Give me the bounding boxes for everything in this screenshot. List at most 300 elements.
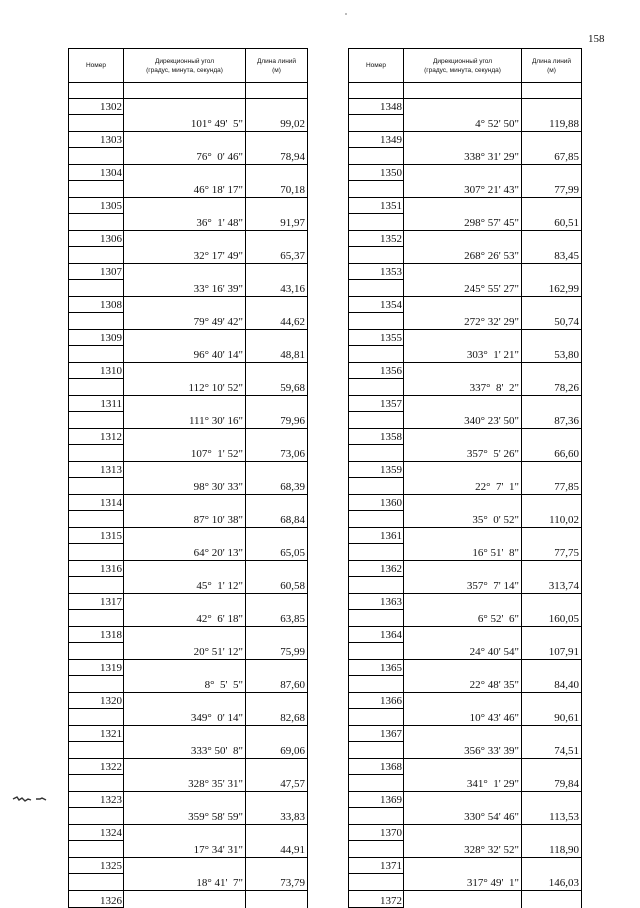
line-length: 68,84 bbox=[246, 511, 308, 528]
blank-cell bbox=[349, 610, 404, 627]
segment-row bbox=[69, 874, 308, 891]
bearing-angle: 333° 50' 8" bbox=[124, 742, 246, 759]
point-row bbox=[69, 264, 308, 280]
line-length: 74,51 bbox=[522, 742, 582, 759]
point-row bbox=[69, 759, 308, 775]
point-row bbox=[69, 330, 308, 346]
line-length: 87,36 bbox=[522, 412, 582, 429]
blank-cell bbox=[124, 264, 246, 280]
blank-cell bbox=[69, 280, 124, 297]
point-number: 1357 bbox=[349, 396, 404, 412]
line-length: 78,26 bbox=[522, 379, 582, 396]
blank-cell bbox=[124, 363, 246, 379]
empty-row bbox=[69, 83, 308, 99]
bearing-angle: 298° 57' 45" bbox=[404, 214, 522, 231]
blank-cell bbox=[404, 396, 522, 412]
segment-row bbox=[69, 610, 308, 627]
blank-cell bbox=[404, 726, 522, 742]
blank-cell bbox=[124, 231, 246, 247]
blank-cell bbox=[404, 264, 522, 280]
segment-row bbox=[69, 478, 308, 495]
line-length: 90,61 bbox=[522, 709, 582, 726]
segment-row bbox=[349, 841, 582, 858]
blank-cell bbox=[246, 858, 308, 874]
segment-row bbox=[69, 181, 308, 198]
blank-cell bbox=[246, 264, 308, 280]
line-length: 50,74 bbox=[522, 313, 582, 330]
point-number: 1319 bbox=[69, 660, 124, 676]
blank-cell bbox=[69, 742, 124, 759]
blank-cell bbox=[69, 445, 124, 462]
blank-cell bbox=[69, 544, 124, 561]
blank-cell bbox=[404, 528, 522, 544]
blank-cell bbox=[404, 429, 522, 445]
point-row bbox=[349, 594, 582, 610]
point-number: 1304 bbox=[69, 165, 124, 181]
left-coordinates-table bbox=[68, 48, 308, 908]
point-number: 1353 bbox=[349, 264, 404, 280]
ink-mark bbox=[12, 794, 50, 804]
segment-row bbox=[69, 808, 308, 825]
point-row bbox=[69, 561, 308, 577]
segment-row bbox=[69, 280, 308, 297]
segment-row bbox=[349, 148, 582, 165]
blank-cell bbox=[522, 726, 582, 742]
point-row bbox=[69, 825, 308, 841]
bearing-angle: 6° 52' 6" bbox=[404, 610, 522, 627]
blank-cell bbox=[246, 330, 308, 346]
blank-cell bbox=[124, 726, 246, 742]
bearing-angle: 36° 1' 48" bbox=[124, 214, 246, 231]
line-length: 113,53 bbox=[522, 808, 582, 825]
blank-cell bbox=[522, 396, 582, 412]
segment-row bbox=[349, 775, 582, 792]
segment-row bbox=[349, 709, 582, 726]
blank-cell bbox=[349, 445, 404, 462]
bearing-angle: 20° 51' 12" bbox=[124, 643, 246, 660]
blank-cell bbox=[404, 594, 522, 610]
blank-cell bbox=[246, 99, 308, 115]
blank-cell bbox=[69, 83, 124, 99]
blank-cell bbox=[69, 148, 124, 165]
segment-row bbox=[349, 478, 582, 495]
point-row bbox=[69, 858, 308, 874]
blank-cell bbox=[349, 742, 404, 759]
point-number: 1365 bbox=[349, 660, 404, 676]
point-number: 1314 bbox=[69, 495, 124, 511]
point-number: 1317 bbox=[69, 594, 124, 610]
bearing-angle: 87° 10' 38" bbox=[124, 511, 246, 528]
segment-row bbox=[349, 676, 582, 693]
line-length: 63,85 bbox=[246, 610, 308, 627]
point-row bbox=[69, 429, 308, 445]
bearing-angle: 17° 34' 31" bbox=[124, 841, 246, 858]
header-length: Длина линий (м) bbox=[246, 49, 308, 83]
bearing-angle: 357° 7' 14" bbox=[404, 577, 522, 594]
blank-cell bbox=[404, 330, 522, 346]
segment-row bbox=[69, 577, 308, 594]
line-length: 78,94 bbox=[246, 148, 308, 165]
point-row bbox=[69, 396, 308, 412]
point-number: 1371 bbox=[349, 858, 404, 874]
bearing-angle: 96° 40' 14" bbox=[124, 346, 246, 363]
line-length: 60,58 bbox=[246, 577, 308, 594]
blank-cell bbox=[522, 495, 582, 511]
blank-cell bbox=[69, 676, 124, 693]
point-row bbox=[349, 627, 582, 643]
segment-row bbox=[349, 874, 582, 891]
point-row bbox=[349, 330, 582, 346]
segment-row bbox=[349, 280, 582, 297]
point-number: 1315 bbox=[69, 528, 124, 544]
point-number: 1312 bbox=[69, 429, 124, 445]
blank-cell bbox=[404, 363, 522, 379]
blank-cell bbox=[124, 99, 246, 115]
blank-cell bbox=[69, 214, 124, 231]
bearing-angle: 46° 18' 17" bbox=[124, 181, 246, 198]
segment-row bbox=[69, 247, 308, 264]
blank-cell bbox=[246, 726, 308, 742]
blank-cell bbox=[124, 297, 246, 313]
blank-cell bbox=[246, 132, 308, 148]
line-length: 79,96 bbox=[246, 412, 308, 429]
blank-cell bbox=[404, 165, 522, 181]
blank-cell bbox=[124, 198, 246, 214]
bearing-angle: 64° 20' 13" bbox=[124, 544, 246, 561]
blank-cell bbox=[522, 660, 582, 676]
blank-cell bbox=[349, 808, 404, 825]
bearing-angle: 98° 30' 33" bbox=[124, 478, 246, 495]
line-length: 73,06 bbox=[246, 445, 308, 462]
point-row bbox=[349, 165, 582, 181]
point-row bbox=[349, 759, 582, 775]
point-number: 1323 bbox=[69, 792, 124, 808]
line-length: 48,81 bbox=[246, 346, 308, 363]
point-number: 1366 bbox=[349, 693, 404, 709]
bearing-angle: 268° 26' 53" bbox=[404, 247, 522, 264]
point-number: 1310 bbox=[69, 363, 124, 379]
line-length: 146,03 bbox=[522, 874, 582, 891]
point-row bbox=[69, 165, 308, 181]
point-row bbox=[349, 363, 582, 379]
point-row bbox=[349, 825, 582, 841]
segment-row bbox=[69, 643, 308, 660]
blank-cell bbox=[522, 132, 582, 148]
blank-cell bbox=[246, 627, 308, 643]
segment-row bbox=[349, 412, 582, 429]
line-length: 70,18 bbox=[246, 181, 308, 198]
point-row bbox=[349, 561, 582, 577]
blank-cell bbox=[124, 429, 246, 445]
blank-cell bbox=[69, 379, 124, 396]
blank-cell bbox=[124, 858, 246, 874]
bearing-angle: 245° 55' 27" bbox=[404, 280, 522, 297]
blank-cell bbox=[404, 132, 522, 148]
bearing-angle: 35° 0' 52" bbox=[404, 511, 522, 528]
bearing-angle: 112° 10' 52" bbox=[124, 379, 246, 396]
point-number: 1367 bbox=[349, 726, 404, 742]
point-number: 1307 bbox=[69, 264, 124, 280]
point-number: 1313 bbox=[69, 462, 124, 478]
line-length: 67,85 bbox=[522, 148, 582, 165]
header-length: Длина линий (м) bbox=[522, 49, 582, 83]
blank-cell bbox=[69, 643, 124, 660]
blank-cell bbox=[349, 148, 404, 165]
blank-cell bbox=[69, 841, 124, 858]
segment-row bbox=[69, 511, 308, 528]
point-number: 1306 bbox=[69, 231, 124, 247]
line-length: 119,88 bbox=[522, 115, 582, 132]
point-number: 1370 bbox=[349, 825, 404, 841]
blank-cell bbox=[522, 264, 582, 280]
blank-cell bbox=[404, 198, 522, 214]
blank-cell bbox=[69, 577, 124, 594]
line-length: 44,62 bbox=[246, 313, 308, 330]
line-length: 77,75 bbox=[522, 544, 582, 561]
blank-cell bbox=[404, 495, 522, 511]
point-row bbox=[349, 660, 582, 676]
line-length: 66,60 bbox=[522, 445, 582, 462]
point-number: 1311 bbox=[69, 396, 124, 412]
blank-cell bbox=[349, 709, 404, 726]
blank-cell bbox=[246, 594, 308, 610]
blank-cell bbox=[349, 280, 404, 297]
blank-cell bbox=[124, 495, 246, 511]
segment-row bbox=[69, 676, 308, 693]
bearing-angle: 317° 49' 1" bbox=[404, 874, 522, 891]
segment-row bbox=[69, 412, 308, 429]
point-row bbox=[69, 693, 308, 709]
blank-cell bbox=[522, 759, 582, 775]
point-number: 1362 bbox=[349, 561, 404, 577]
blank-cell bbox=[124, 561, 246, 577]
bearing-angle: 22° 48' 35" bbox=[404, 676, 522, 693]
blank-cell bbox=[246, 297, 308, 313]
point-number: 1352 bbox=[349, 231, 404, 247]
blank-cell bbox=[246, 495, 308, 511]
line-length: 91,97 bbox=[246, 214, 308, 231]
point-row bbox=[349, 396, 582, 412]
bearing-angle: 359° 58' 59" bbox=[124, 808, 246, 825]
blank-cell bbox=[69, 511, 124, 528]
segment-row bbox=[349, 247, 582, 264]
blank-cell bbox=[246, 693, 308, 709]
bearing-angle: 8° 5' 5" bbox=[124, 676, 246, 693]
point-row bbox=[69, 231, 308, 247]
blank-cell bbox=[69, 709, 124, 726]
point-row bbox=[69, 363, 308, 379]
point-number: 1369 bbox=[349, 792, 404, 808]
blank-cell bbox=[69, 313, 124, 330]
segment-row bbox=[69, 445, 308, 462]
line-length: 65,37 bbox=[246, 247, 308, 264]
point-number: 1325 bbox=[69, 858, 124, 874]
bearing-angle: 349° 0' 14" bbox=[124, 709, 246, 726]
point-row bbox=[349, 528, 582, 544]
bearing-angle: 111° 30' 16" bbox=[124, 412, 246, 429]
point-row bbox=[349, 231, 582, 247]
blank-cell bbox=[349, 313, 404, 330]
line-length: 87,60 bbox=[246, 676, 308, 693]
bearing-angle: 42° 6' 18" bbox=[124, 610, 246, 627]
speck bbox=[345, 13, 347, 15]
segment-row bbox=[69, 148, 308, 165]
line-length: 82,68 bbox=[246, 709, 308, 726]
point-number: 1348 bbox=[349, 99, 404, 115]
blank-cell bbox=[69, 247, 124, 264]
point-row bbox=[69, 726, 308, 742]
point-number: 1309 bbox=[69, 330, 124, 346]
blank-cell bbox=[246, 825, 308, 841]
segment-row bbox=[69, 379, 308, 396]
blank-cell bbox=[124, 396, 246, 412]
segment-row bbox=[69, 841, 308, 858]
bearing-angle: 76° 0' 46" bbox=[124, 148, 246, 165]
blank-cell bbox=[349, 247, 404, 264]
line-length: 53,80 bbox=[522, 346, 582, 363]
bearing-angle: 33° 16' 39" bbox=[124, 280, 246, 297]
line-length: 75,99 bbox=[246, 643, 308, 660]
blank-cell bbox=[522, 330, 582, 346]
line-length: 84,40 bbox=[522, 676, 582, 693]
blank-cell bbox=[69, 808, 124, 825]
bearing-angle: 303° 1' 21" bbox=[404, 346, 522, 363]
header-number: Номер bbox=[349, 49, 404, 83]
blank-cell bbox=[522, 858, 582, 874]
segment-row bbox=[69, 115, 308, 132]
line-length: 43,16 bbox=[246, 280, 308, 297]
bearing-angle: 32° 17' 49" bbox=[124, 247, 246, 264]
point-row bbox=[69, 99, 308, 115]
line-length: 33,83 bbox=[246, 808, 308, 825]
blank-cell bbox=[404, 99, 522, 115]
point-number: 1356 bbox=[349, 363, 404, 379]
blank-cell bbox=[246, 462, 308, 478]
point-row bbox=[349, 429, 582, 445]
blank-cell bbox=[522, 83, 582, 99]
blank-cell bbox=[124, 528, 246, 544]
segment-row bbox=[69, 313, 308, 330]
blank-cell bbox=[124, 792, 246, 808]
segment-row bbox=[349, 181, 582, 198]
blank-cell bbox=[404, 462, 522, 478]
blank-cell bbox=[246, 660, 308, 676]
point-row bbox=[69, 132, 308, 148]
empty-row bbox=[349, 83, 582, 99]
blank-cell bbox=[69, 610, 124, 627]
blank-cell bbox=[349, 214, 404, 231]
bearing-angle: 328° 35' 31" bbox=[124, 775, 246, 792]
segment-row bbox=[69, 544, 308, 561]
point-row bbox=[69, 528, 308, 544]
point-row bbox=[349, 132, 582, 148]
blank-cell bbox=[246, 396, 308, 412]
segment-row bbox=[69, 775, 308, 792]
bearing-angle: 272° 32' 29" bbox=[404, 313, 522, 330]
blank-cell bbox=[69, 412, 124, 429]
blank-cell bbox=[246, 198, 308, 214]
segment-row bbox=[69, 742, 308, 759]
line-length: 313,74 bbox=[522, 577, 582, 594]
segment-row bbox=[69, 709, 308, 726]
point-number: 1326 bbox=[69, 891, 124, 908]
bearing-angle: 328° 32' 52" bbox=[404, 841, 522, 858]
blank-cell bbox=[69, 181, 124, 198]
line-length: 44,91 bbox=[246, 841, 308, 858]
right-coordinates-table bbox=[348, 48, 582, 908]
blank-cell bbox=[404, 825, 522, 841]
line-length: 65,05 bbox=[246, 544, 308, 561]
bearing-angle: 337° 8' 2" bbox=[404, 379, 522, 396]
point-row bbox=[349, 693, 582, 709]
blank-cell bbox=[124, 83, 246, 99]
blank-cell bbox=[349, 676, 404, 693]
point-number: 1349 bbox=[349, 132, 404, 148]
segment-row bbox=[349, 379, 582, 396]
blank-cell bbox=[349, 478, 404, 495]
bearing-angle: 16° 51' 8" bbox=[404, 544, 522, 561]
blank-cell bbox=[349, 874, 404, 891]
blank-cell bbox=[404, 627, 522, 643]
point-row bbox=[69, 198, 308, 214]
bearing-angle: 24° 40' 54" bbox=[404, 643, 522, 660]
segment-row bbox=[349, 511, 582, 528]
blank-cell bbox=[522, 561, 582, 577]
segment-row bbox=[349, 610, 582, 627]
page-number: 158 bbox=[588, 33, 605, 45]
bearing-angle: 4° 52' 50" bbox=[404, 115, 522, 132]
blank-cell bbox=[69, 346, 124, 363]
blank-cell bbox=[404, 759, 522, 775]
blank-cell bbox=[124, 594, 246, 610]
point-number: 1360 bbox=[349, 495, 404, 511]
bearing-angle: 22° 7' 1" bbox=[404, 478, 522, 495]
point-number: 1372 bbox=[349, 891, 404, 908]
blank-cell bbox=[522, 165, 582, 181]
segment-row bbox=[349, 445, 582, 462]
point-row bbox=[69, 462, 308, 478]
blank-cell bbox=[404, 660, 522, 676]
point-number: 1359 bbox=[349, 462, 404, 478]
bearing-angle: 101° 49' 5" bbox=[124, 115, 246, 132]
blank-cell bbox=[522, 198, 582, 214]
point-number: 1305 bbox=[69, 198, 124, 214]
blank-cell bbox=[124, 693, 246, 709]
point-number: 1358 bbox=[349, 429, 404, 445]
line-length: 107,91 bbox=[522, 643, 582, 660]
point-row bbox=[69, 792, 308, 808]
blank-cell bbox=[522, 363, 582, 379]
blank-cell bbox=[69, 874, 124, 891]
point-row bbox=[349, 495, 582, 511]
blank-cell bbox=[349, 181, 404, 198]
bearing-angle: 307° 21' 43" bbox=[404, 181, 522, 198]
bearing-angle: 45° 1' 12" bbox=[124, 577, 246, 594]
point-number: 1322 bbox=[69, 759, 124, 775]
line-length: 60,51 bbox=[522, 214, 582, 231]
segment-row bbox=[349, 544, 582, 561]
blank-cell bbox=[349, 83, 404, 99]
header-angle: Дирекционный угол (градус, минута, секунда) bbox=[124, 49, 246, 83]
blank-cell bbox=[404, 83, 522, 99]
point-number: 1303 bbox=[69, 132, 124, 148]
blank-cell bbox=[404, 693, 522, 709]
blank-cell bbox=[349, 577, 404, 594]
blank-cell bbox=[349, 775, 404, 792]
blank-cell bbox=[404, 231, 522, 247]
blank-cell bbox=[69, 115, 124, 132]
point-number: 1316 bbox=[69, 561, 124, 577]
